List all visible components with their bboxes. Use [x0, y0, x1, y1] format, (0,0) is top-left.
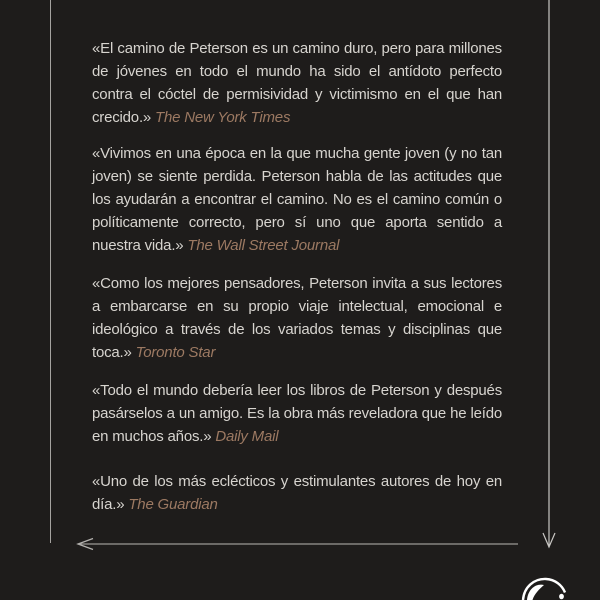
quote-text: «Vivimos en una época en la que mucha gente joven (y no tan joven) se siente perdida. Peterson habla de las actitudes que los ayudarán a encontrar el camino. No es el camino común o políticamente correcto, pero sí uno que aporta sentido a nuestra vida.»	[92, 145, 502, 254]
review-quote	[92, 470, 502, 516]
quote-source: The New York Times	[155, 109, 291, 126]
quote-text: «Como los mejores pensadores, Peterson invita a sus lectores a embarcarse en su propio viaje intelectual, emocional e ideológico a través de los variados temas y disciplinas que toca.»	[92, 275, 502, 361]
left-arrow-icon	[76, 537, 520, 551]
down-arrow-icon	[542, 0, 556, 550]
quote-source: The Wall Street Journal	[187, 237, 340, 254]
review-quote	[92, 272, 502, 364]
quote-text: «Todo el mundo debería leer los libros de Peterson y después pasárselos a un amigo. Es la obra más reveladora que he leído en muchos años.»	[92, 382, 502, 445]
quote-text: «Uno de los más eclécticos y estimulantes autores de hoy en día.»	[92, 473, 502, 513]
quote-text: «El camino de Peterson es un camino duro, pero para millones de jóvenes en todo el mundo ha sido el antídoto perfecto contra el cóctel de permisividad y victimismo en el que han crecido.»	[92, 40, 502, 126]
quote-source: Daily Mail	[215, 428, 279, 445]
left-margin-rule	[50, 0, 51, 543]
quote-source: The Guardian	[128, 496, 218, 513]
quote-source: Toronto Star	[135, 344, 216, 361]
review-quote	[92, 379, 502, 448]
review-quote	[92, 37, 502, 129]
review-quote	[92, 142, 502, 257]
publisher-logo-icon	[520, 576, 570, 600]
